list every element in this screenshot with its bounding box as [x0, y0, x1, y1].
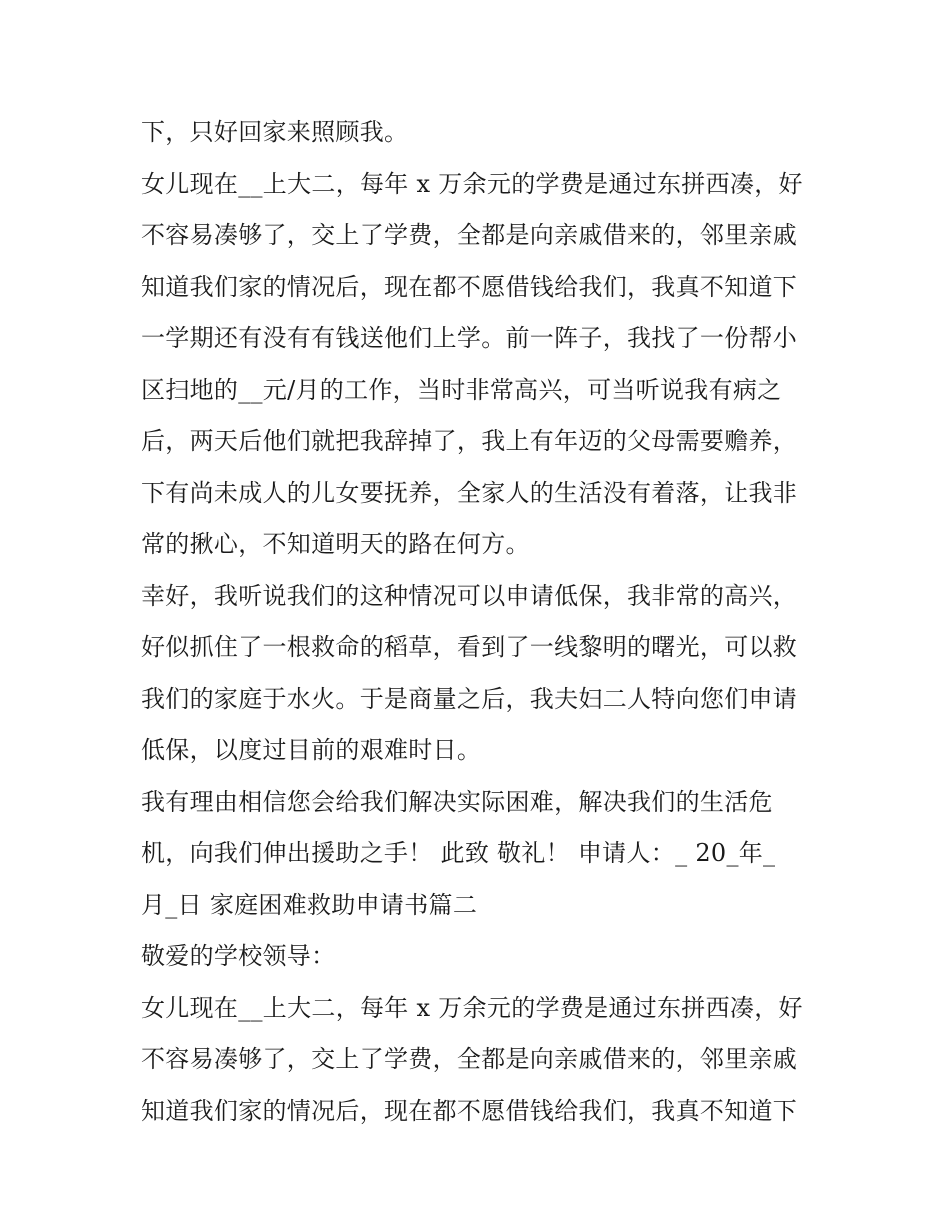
- body-text: [141, 107, 821, 1137]
- text-line: 女儿现在__上大二，每年 x 万余元的学费是通过东拼西凑，好: [141, 993, 803, 1022]
- text-line: 我有理由相信您会给我们解决实际困难，解决我们的生活危: [141, 787, 773, 816]
- text-line: 不容易凑够了，交上了学费，全都是向亲戚借来的，邻里亲戚: [141, 221, 798, 249]
- text-line: 我们的家庭于水火。于是商量之后，我夫妇二人特向您们申请: [141, 684, 798, 713]
- text-line: 常的揪心，不知道明天的路在何方。: [141, 530, 530, 558]
- text-line: 区扫地的__元/月的工作，当时非常高兴，可当听说我有病之: [141, 375, 782, 404]
- text-line: 后，两天后他们就把我辞掉了，我上有年迈的父母需要赡养，: [141, 427, 798, 455]
- text-line: 低保，以度过目前的艰难时日。: [141, 736, 482, 764]
- text-line: 好似抓住了一根救命的稻草，看到了一线黎明的曙光，可以救: [141, 633, 798, 661]
- text-line: 女儿现在__上大二，每年 x 万余元的学费是通过东拼西凑，好: [141, 169, 803, 198]
- section-greeting: 敬爱的学校领导：: [141, 942, 336, 970]
- text-line: 知道我们家的情况后，现在都不愿借钱给我们，我真不知道下: [141, 1096, 798, 1125]
- text-line: 幸好，我听说我们的这种情况可以申请低保，我非常的高兴，: [141, 581, 798, 610]
- text-line: 机，向我们伸出援助之手！ 此致 敬礼！ 申请人：_ 20_年_: [141, 839, 776, 867]
- text-line: 下有尚未成人的儿女要抚养，全家人的生活没有着落，让我非: [141, 478, 798, 507]
- text-line: 下，只好回家来照顾我。: [141, 118, 409, 146]
- text-line: 月_日 家庭困难救助申请书篇二: [141, 890, 478, 919]
- text-line: 知道我们家的情况后，现在都不愿借钱给我们，我真不知道下: [141, 272, 798, 301]
- text-line: 一学期还有没有有钱送他们上学。前一阵子，我找了一份帮小: [141, 324, 798, 352]
- text-line: 不容易凑够了，交上了学费，全都是向亲戚借来的，邻里亲戚: [141, 1045, 798, 1073]
